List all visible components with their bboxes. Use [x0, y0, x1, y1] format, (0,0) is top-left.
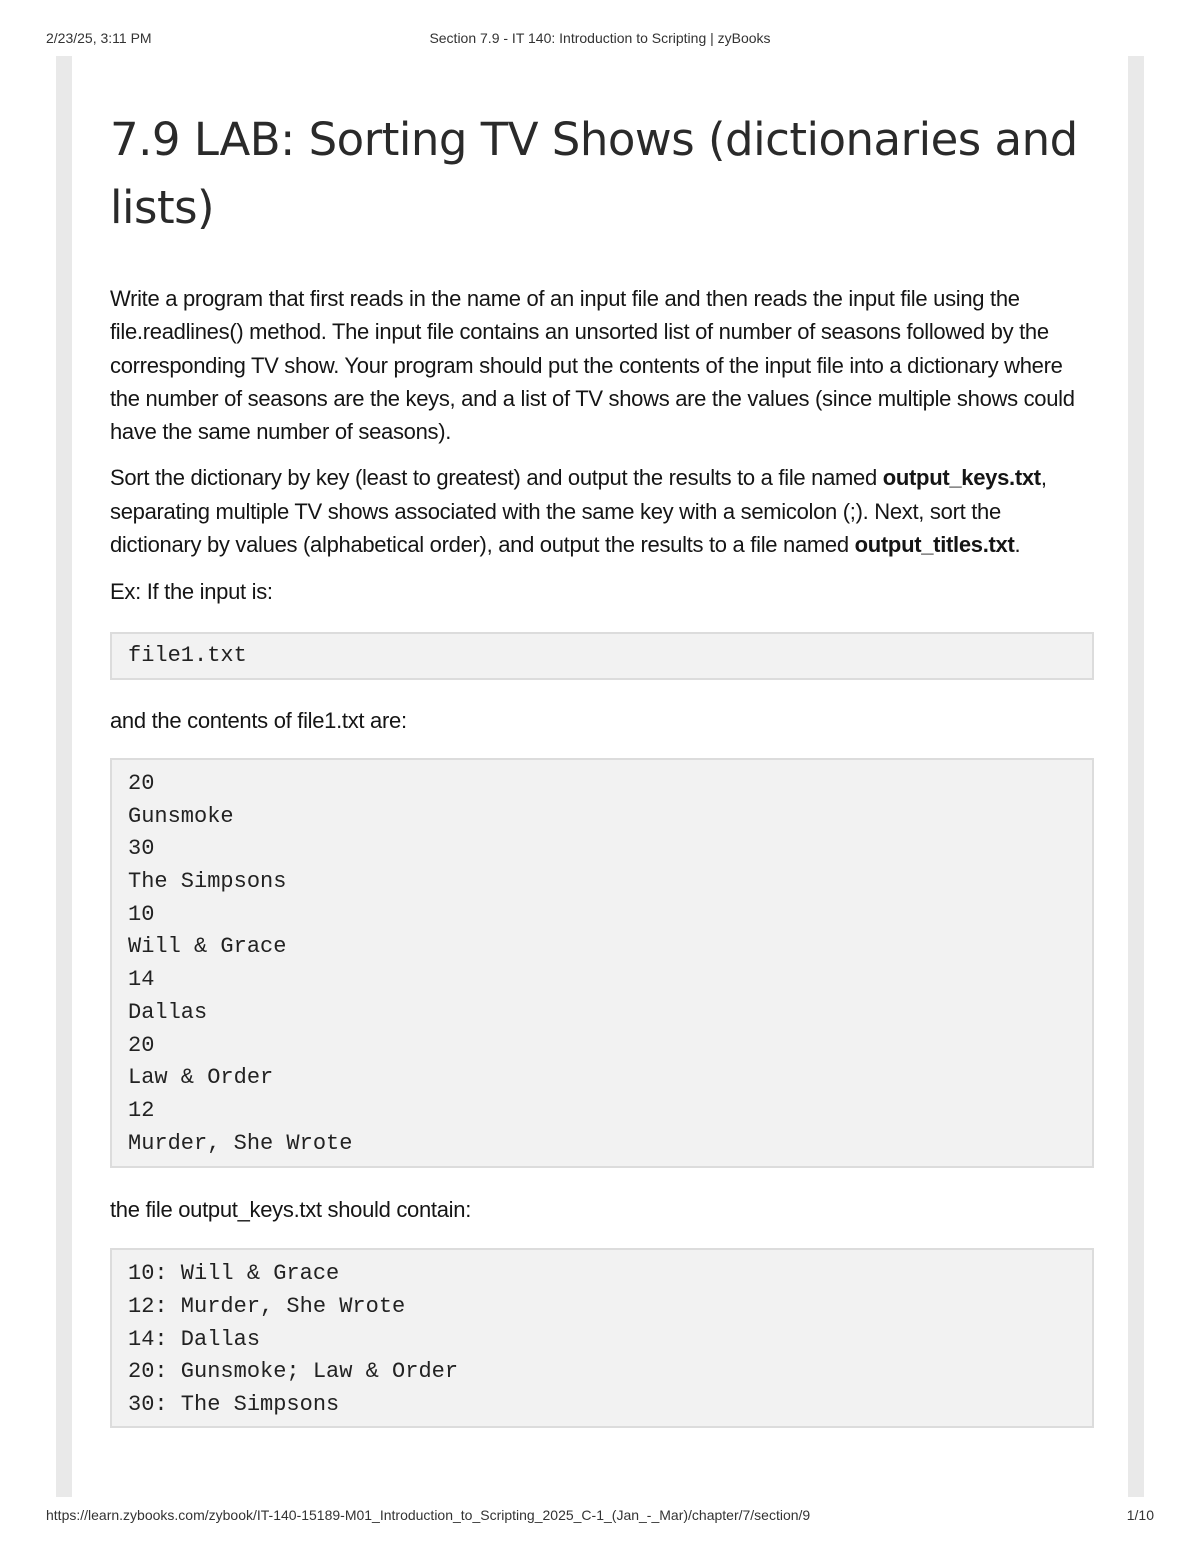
print-header	[46, 30, 1154, 48]
left-gutter	[56, 56, 72, 1497]
output-titles-filename: output_titles.txt	[854, 532, 1015, 558]
code-line: 10: Will & Grace	[128, 1261, 340, 1287]
file1-contents-codebox	[110, 758, 1094, 1168]
lab-sort-paragraph	[110, 461, 1094, 561]
print-date: 2/23/25, 3:11 PM	[46, 30, 152, 46]
print-page-title: Section 7.9 - IT 140: Introduction to Scripting | zyBooks	[429, 30, 771, 46]
sort-text-part3: .	[1014, 532, 1021, 558]
code-line: Murder, She Wrote	[128, 1130, 353, 1156]
code-line: 14	[128, 967, 155, 993]
output-keys-codebox	[110, 1248, 1094, 1428]
sort-text-part1: Sort the dictionary by key (least to greatest) and output the results to a file named	[110, 465, 883, 491]
code-line: Gunsmoke	[128, 803, 234, 829]
code-line: 20	[128, 1032, 155, 1058]
code-line: 12: Murder, She Wrote	[128, 1293, 406, 1319]
code-line: 30	[128, 836, 155, 862]
code-line: 12	[128, 1098, 155, 1123]
code-line: The Simpsons	[128, 869, 287, 895]
example-intro: Ex: If the input is:	[110, 579, 273, 605]
print-page-number: 1/10	[1126, 1507, 1154, 1523]
lab-title: 7.9 LAB: Sorting TV Shows (dictionaries and lists)	[110, 113, 1078, 234]
print-footer	[46, 1507, 1154, 1525]
lab-content	[110, 106, 1094, 1428]
code-line: Law & Order	[128, 1065, 274, 1091]
code-line: file1.txt	[128, 642, 247, 668]
lab-intro-paragraph: Write a program that first reads in the name of an input file and then reads the input file using the file.readlines() method. The input file contains an unsorted list of number of seasons followed by the corresponding TV show. Your program should put the contents of the input file into a dictionary where the number of seasons are the keys, and a list of TV shows are the values (since multiple shows could have the same number of seasons).	[110, 286, 1075, 445]
input-filename-codebox	[110, 632, 1094, 680]
print-url: https://learn.zybooks.com/zybook/IT-140-15189-M01_Introduction_to_Scripting_2025_C-1_(Jan_-_Mar)/chapter/7/section/9	[46, 1507, 811, 1523]
code-line: Will & Grace	[128, 934, 287, 960]
output-keys-filename: output_keys.txt	[882, 465, 1041, 491]
code-line: 20	[128, 770, 155, 796]
output-keys-intro: the file output_keys.txt should contain:	[110, 1196, 472, 1222]
code-line: Dallas	[128, 999, 208, 1025]
code-line: 30: The Simpsons	[128, 1392, 340, 1418]
file-contents-intro: and the contents of file1.txt are:	[110, 707, 407, 733]
code-line: 10	[128, 901, 155, 927]
code-line: 20: Gunsmoke; Law & Order	[128, 1359, 459, 1385]
code-line: 14: Dallas	[128, 1326, 261, 1352]
sort-text-part2: , separating multiple TV shows associated with the same key with a semicolon (;). Next, sort the dictionary by values (alphabetical order), and output the results to a file named	[110, 465, 1047, 558]
right-gutter	[1128, 56, 1144, 1497]
